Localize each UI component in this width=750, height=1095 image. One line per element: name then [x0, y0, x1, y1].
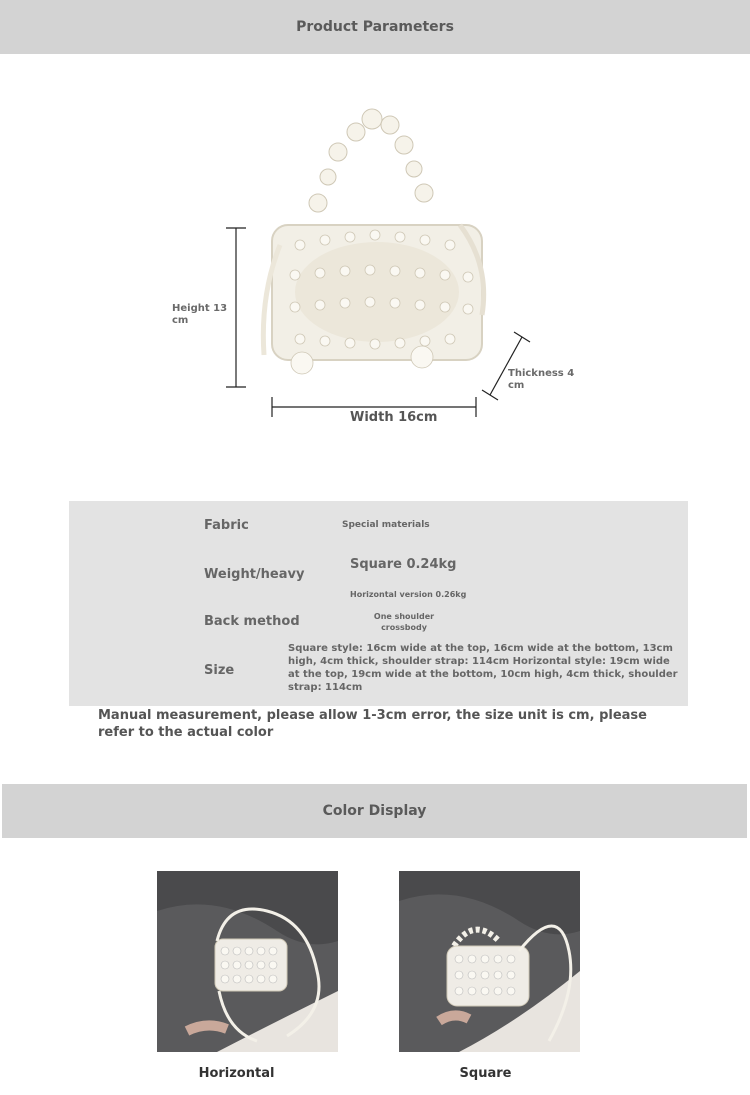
horizontal-color-photo: [157, 871, 338, 1052]
weight-square-value: Square 0.24kg: [350, 557, 457, 572]
parameter-table: [69, 501, 688, 706]
fabric-value: Special materials: [342, 520, 430, 530]
horizontal-color-label: Horizontal: [198, 1066, 275, 1081]
product-parameters-title: Product Parameters: [296, 19, 454, 35]
fabric-label: Fabric: [204, 518, 249, 533]
square-color-photo: [399, 871, 580, 1052]
square-color-label: Square: [459, 1066, 512, 1081]
back-method-label: Back method: [204, 614, 300, 629]
measurement-note: Manual measurement, please allow 1-3cm error, the size unit is cm, please refer to the actual color: [98, 708, 647, 740]
weight-label: Weight/heavy: [204, 567, 305, 582]
product-parameters-header: [0, 0, 750, 54]
size-value: Square style: 16cm wide at the top, 16cm wide at the bottom, 13cm high, 4cm thick, shoulder strap: 114cm Horizontal style: 19cm wide at the top, 19cm wide at the bottom, 10cm high, 4cm thick, shoulder strap: 114cm: [288, 643, 678, 693]
back-method-value: One shoulder crossbody: [373, 612, 435, 632]
color-display-title: Color Display: [322, 803, 427, 819]
height-dimension-label: Height 13 cm: [172, 303, 228, 326]
color-display-header: [2, 784, 747, 838]
width-dimension-label: Width 16cm: [350, 410, 438, 425]
thickness-dimension-label: Thickness 4 cm: [508, 368, 575, 391]
product-dimension-figure: [160, 95, 590, 440]
weight-horizontal-value: Horizontal version 0.26kg: [350, 590, 467, 599]
size-label: Size: [204, 663, 235, 678]
